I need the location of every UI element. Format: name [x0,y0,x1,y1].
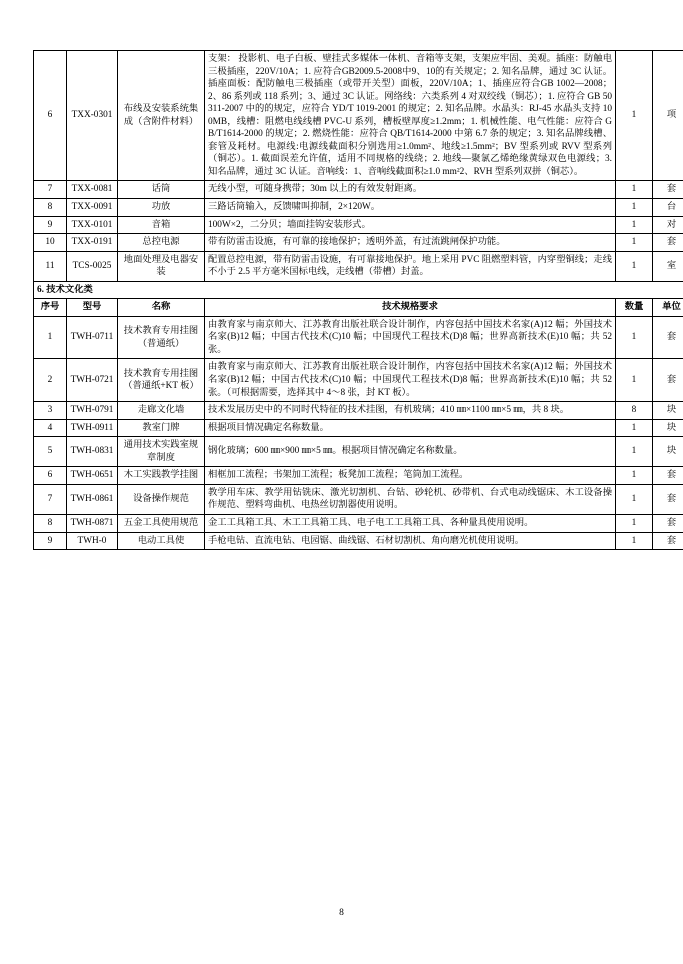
row-unit: 套 [653,359,683,402]
row-spec: 100W×2，二分贝；墙面挂钩安装形式。 [205,216,616,234]
row-spec: 钢化玻璃；600 ㎜×900 ㎜×5 ㎜。根据项目情况确定名称数量。 [205,437,616,467]
row-no: 1 [34,316,67,359]
row-spec: 相框加工流程；书架加工流程；板凳加工流程；笔筒加工流程。 [205,467,616,485]
row-qty: 1 [616,181,653,199]
row-qty: 1 [616,316,653,359]
row-unit: 套 [653,234,683,252]
row-name: 功放 [118,199,205,217]
row-spec: 教学用车床、教学用钻铣床、激光切割机、台钻、砂轮机、砂带机、台式电动线锯床、木工设备操作规范、塑料弯曲机、电热丝切割器使用说明。 [205,484,616,514]
row-no: 3 [34,402,67,420]
table-row [34,484,683,514]
row-qty: 8 [616,402,653,420]
row-spec: 带有防雷击设施，有可靠的接地保护；透明外盖，有过流跳闸保护功能。 [205,234,616,252]
table-row [34,216,683,234]
header-qty: 数量 [616,299,653,317]
row-qty: 1 [616,484,653,514]
row-spec: 根据项目情况确定名称数量。 [205,419,616,437]
row-name: 总控电源 [118,234,205,252]
row-name: 音箱 [118,216,205,234]
row-spec: 由教育家与南京师大、江苏教育出版社联合设计制作，内容包括中国技术名家(A)12 幅；外国技术名家(B)12 幅；中国古代技术(C)10 幅；中国现代工程技术(D)8 幅；世界高新技术(E)10 幅；共 52 张。（可根据需要，选择其中 4～8 张，封 KT 板）。 [205,359,616,402]
row-no: 7 [34,484,67,514]
row-name: 布线及安装系统集成（含附件材料） [118,51,205,181]
row-qty: 1 [616,251,653,281]
equipment-table-continued [33,50,683,550]
row-unit: 台 [653,199,683,217]
row-model: TWH-0 [67,532,118,550]
row-qty: 1 [616,514,653,532]
row-name: 设备操作规范 [118,484,205,514]
table-row [34,51,683,181]
table-row [34,514,683,532]
table-row [34,419,683,437]
page-content [33,50,681,550]
row-model: TWH-0791 [67,402,118,420]
table-row [34,181,683,199]
section-title-row [34,281,683,299]
row-spec: 配置总控电源，带有防雷击设施，有可靠接地保护。地上采用 PVC 阻燃塑料管，内穿塑铜线；走线不小于 2.5 平方毫米国标电线，走线槽（带槽）封盖。 [205,251,616,281]
row-name: 地面处理及电器安装 [118,251,205,281]
row-unit: 套 [653,467,683,485]
row-no: 9 [34,216,67,234]
row-spec: 无线小型，可随身携带；30m 以上的有效发射距离。 [205,181,616,199]
row-name: 教室门牌 [118,419,205,437]
row-name: 话筒 [118,181,205,199]
row-unit: 套 [653,181,683,199]
row-unit: 对 [653,216,683,234]
row-model: TWH-0911 [67,419,118,437]
row-qty: 1 [616,532,653,550]
table-row [34,316,683,359]
header-no: 序号 [34,299,67,317]
row-no: 8 [34,199,67,217]
row-unit: 块 [653,402,683,420]
row-spec: 由教育家与南京师大、江苏教育出版社联合设计制作，内容包括中国技术名家(A)12 幅；外国技术名家(B)12 幅；中国古代技术(C)10 幅；中国现代工程技术(D)8 幅；世界高新技术(E)10 幅；共 52 张。 [205,316,616,359]
table-row [34,251,683,281]
row-unit: 块 [653,419,683,437]
row-model: TWH-0861 [67,484,118,514]
table-header-row [34,299,683,317]
row-no: 7 [34,181,67,199]
row-qty: 1 [616,216,653,234]
page-number: 8 [339,908,344,918]
row-model: TXX-0081 [67,181,118,199]
row-name: 木工实践教学挂图 [118,467,205,485]
row-name: 通用技术实践室规章制度 [118,437,205,467]
header-model: 型号 [67,299,118,317]
row-no: 9 [34,532,67,550]
row-spec: 金工工具箱工具、木工工具箱工具、电子电工工具箱工具、各种量具使用说明。 [205,514,616,532]
row-qty: 1 [616,419,653,437]
row-qty: 1 [616,437,653,467]
header-name: 名称 [118,299,205,317]
row-no: 11 [34,251,67,281]
row-model: TWH-0711 [67,316,118,359]
row-no: 6 [34,467,67,485]
table-row [34,467,683,485]
row-model: TWH-0721 [67,359,118,402]
row-spec: 支架： 投影机、电子白板、壁挂式多媒体一体机、音箱等支架，支架应牢固、美观。插座：防触电三极插座，220V/10A；1. 应符合GB2009.5-2008中9、10的有关规定；2. 知名品牌，通过 3C 认证。插座面板：配防触电三极插座（或带开关型）面板，220V/10A；1、插座应符合GB 1002—2008；2、86 系列或 118 系列；3、通过 3C 认证。网络线：六类系列 4 对双绞线（铜芯）；1. 应符合 GB 50311-2007 中的的规定，应符合 YD/T 1019-2001 的规定；2. 知名品牌。水晶头：RJ-45 水晶头支持 100MB，线槽：阻燃电线线槽 PVC-U 系列，槽板壁厚度≥1.2mm；1. 机械性能、电气性能：应符合 GB/T1614-2000 的规定；2. 燃烧性能：应符合 QB/T1614-2000 中第 6.7 条的规定；3. 知名品牌线槽、套管及耗材。电源线:电源线截面积分别选用≥1.0mm²、地线≥1.5mm²；BV 型系列或 RVV 型系列（铜芯）。1. 截面误差允许值，适用不同规格的线绕；2. 地线—聚氯乙烯绝缘黄绿双色电源线；3. 知名品牌，通过 3C 认证。音响线：1、音响线截面积≥1.0 mm²2、RVH 型系列双拼（铜芯）。 [205,51,616,181]
row-unit: 套 [653,484,683,514]
table-row [34,199,683,217]
row-name: 电动工具使 [118,532,205,550]
row-model: TXX-0191 [67,234,118,252]
row-unit: 套 [653,514,683,532]
row-spec: 手枪电钻、直流电钻、电园锯、曲线锯、石材切割机、角向磨光机使用说明。 [205,532,616,550]
table-row [34,359,683,402]
row-name: 五金工具使用规范 [118,514,205,532]
table-body-top [34,51,683,550]
row-model: TWH-0651 [67,467,118,485]
row-qty: 1 [616,234,653,252]
table-row [34,437,683,467]
row-no: 2 [34,359,67,402]
header-unit: 单位 [653,299,683,317]
row-model: TWH-0831 [67,437,118,467]
row-unit: 室 [653,251,683,281]
row-name: 技术教育专用挂图（普通纸+KT 板） [118,359,205,402]
row-spec: 技术发展历史中的不同时代特征的技术挂图，有机玻璃；410 ㎜×1100 ㎜×5 ㎜，共 8 块。 [205,402,616,420]
header-spec: 技术规格要求 [205,299,616,317]
section-title: 6. 技术文化类 [34,281,683,299]
row-unit: 块 [653,437,683,467]
row-no: 5 [34,437,67,467]
row-qty: 1 [616,199,653,217]
table-row [34,234,683,252]
row-no: 10 [34,234,67,252]
table-row [34,402,683,420]
row-model: TWH-0871 [67,514,118,532]
row-unit: 项 [653,51,683,181]
row-unit: 套 [653,316,683,359]
row-name: 技术教育专用挂图（普通纸） [118,316,205,359]
row-no: 8 [34,514,67,532]
row-no: 6 [34,51,67,181]
row-qty: 1 [616,359,653,402]
row-model: TXX-0101 [67,216,118,234]
row-model: TCS-0025 [67,251,118,281]
row-name: 走廊文化墙 [118,402,205,420]
row-no: 4 [34,419,67,437]
table-row [34,532,683,550]
row-qty: 1 [616,467,653,485]
row-qty: 1 [616,51,653,181]
row-spec: 三路话筒输入，反馈啸叫抑制，2×120W。 [205,199,616,217]
row-model: TXX-0091 [67,199,118,217]
row-model: TXX-0301 [67,51,118,181]
row-unit: 套 [653,532,683,550]
